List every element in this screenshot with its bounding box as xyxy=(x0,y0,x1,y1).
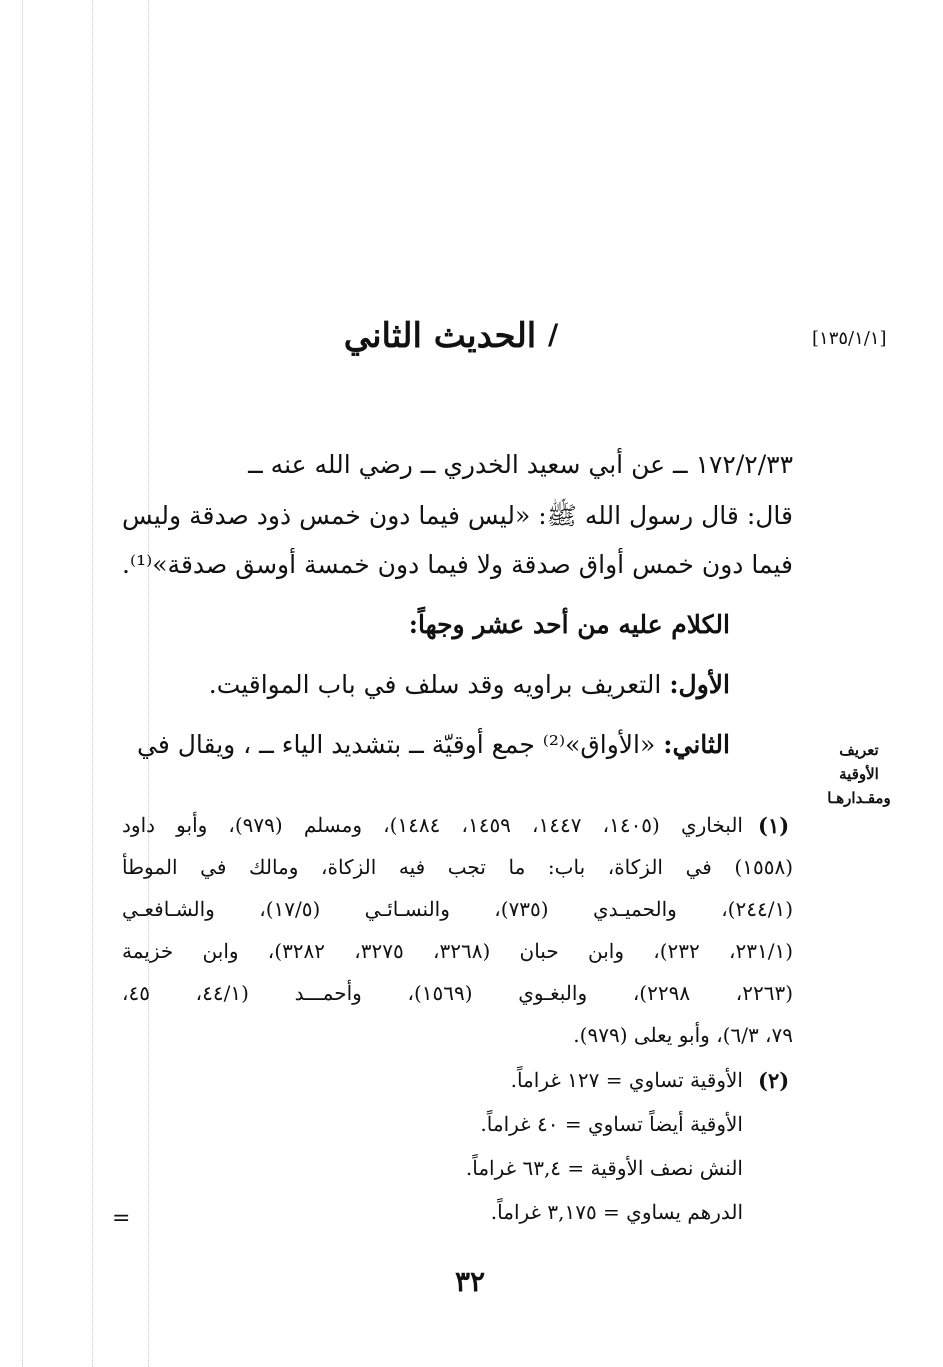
first-text: التعريف براويه وقد سلف في باب المواقيت. xyxy=(208,670,670,699)
scan-margin-dots xyxy=(92,0,93,1367)
first-label: الأول: xyxy=(669,670,730,699)
margin-note xyxy=(818,738,900,810)
footnote-number: (١) xyxy=(758,813,790,838)
footnote-line: (٢٢٦٣، ٢٢٩٨)، والبغـوي (١٥٦٩)، وأحمـــد (٤٤/١، ٤٥، xyxy=(122,981,794,1005)
footnote-line: الدرهم يساوي = ٣,١٧٥ غراماً. xyxy=(490,1200,743,1224)
page-number: ٣٢ xyxy=(454,1265,486,1298)
footnote-line: ٧٩، ٦/٣)، وأبو يعلى (٩٧٩). xyxy=(573,1023,793,1047)
hadith-line: فيما دون خمس أواق صدقة ولا فيما دون خمسة أوسق صدقة»⁽¹⁾. xyxy=(122,550,793,579)
margin-note-line: ومقـدارهـا xyxy=(827,789,891,807)
scan-margin-dots xyxy=(148,0,149,1367)
footnote-number: (٢) xyxy=(758,1068,790,1093)
footnote-line: البخاري (١٤٠٥، ١٤٤٧، ١٤٥٩، ١٤٨٤)، ومسلم (٩٧٩)، وأبو داود xyxy=(122,813,743,837)
hadith-line: ١٧٢/٢/٣٣ ــ عن أبي سعيد الخدري ــ رضي الله عنه ــ xyxy=(248,450,793,479)
footnote-line: الأوقية أيضاً تساوي = ٤٠ غراماً. xyxy=(480,1112,743,1136)
intro-heading: الكلام عليه من أحد عشر وجهاً: xyxy=(408,610,730,639)
footnote-line: (٢٣١/١، ٢٣٢)، وابن حبان (٣٢٦٨، ٣٢٧٥، ٣٢٨٢)، وابن خزيمة xyxy=(122,939,794,963)
second-point xyxy=(137,730,730,759)
scan-margin-dots xyxy=(22,0,23,1367)
footnote-line: النش نصف الأوقية = ٦٣,٤ غراماً. xyxy=(465,1156,743,1180)
volume-reference: [١٣٥/١/١] xyxy=(812,328,887,349)
footnote-line: الأوقية تساوي = ١٢٧ غراماً. xyxy=(510,1068,743,1092)
title-slash: / xyxy=(548,318,559,351)
footnote-line: (١٥٥٨) في الزكاة، باب: ما تجب فيه الزكاة، ومالك في الموطأ xyxy=(122,855,793,879)
footnote-line: (٢٤٤/١)، والحميـدي (٧٣٥)، والنسـائـي (١٧/٥)، والشـافعـي xyxy=(122,897,794,921)
hadith-line: قال: قال رسول الله ﷺ: «ليس فيما دون خمس ذود صدقة وليس xyxy=(122,501,793,530)
first-point xyxy=(209,670,730,699)
margin-note-line: تعريف الأوقية xyxy=(839,741,879,783)
page-title: الحديث الثاني xyxy=(343,316,537,356)
continuation-mark: = xyxy=(112,1206,131,1231)
second-text: «الأواق»⁽²⁾ جمع أوقيّة ــ بتشديد الياء ــ ، ويقال في xyxy=(137,730,664,759)
second-label: الثاني: xyxy=(663,730,730,759)
